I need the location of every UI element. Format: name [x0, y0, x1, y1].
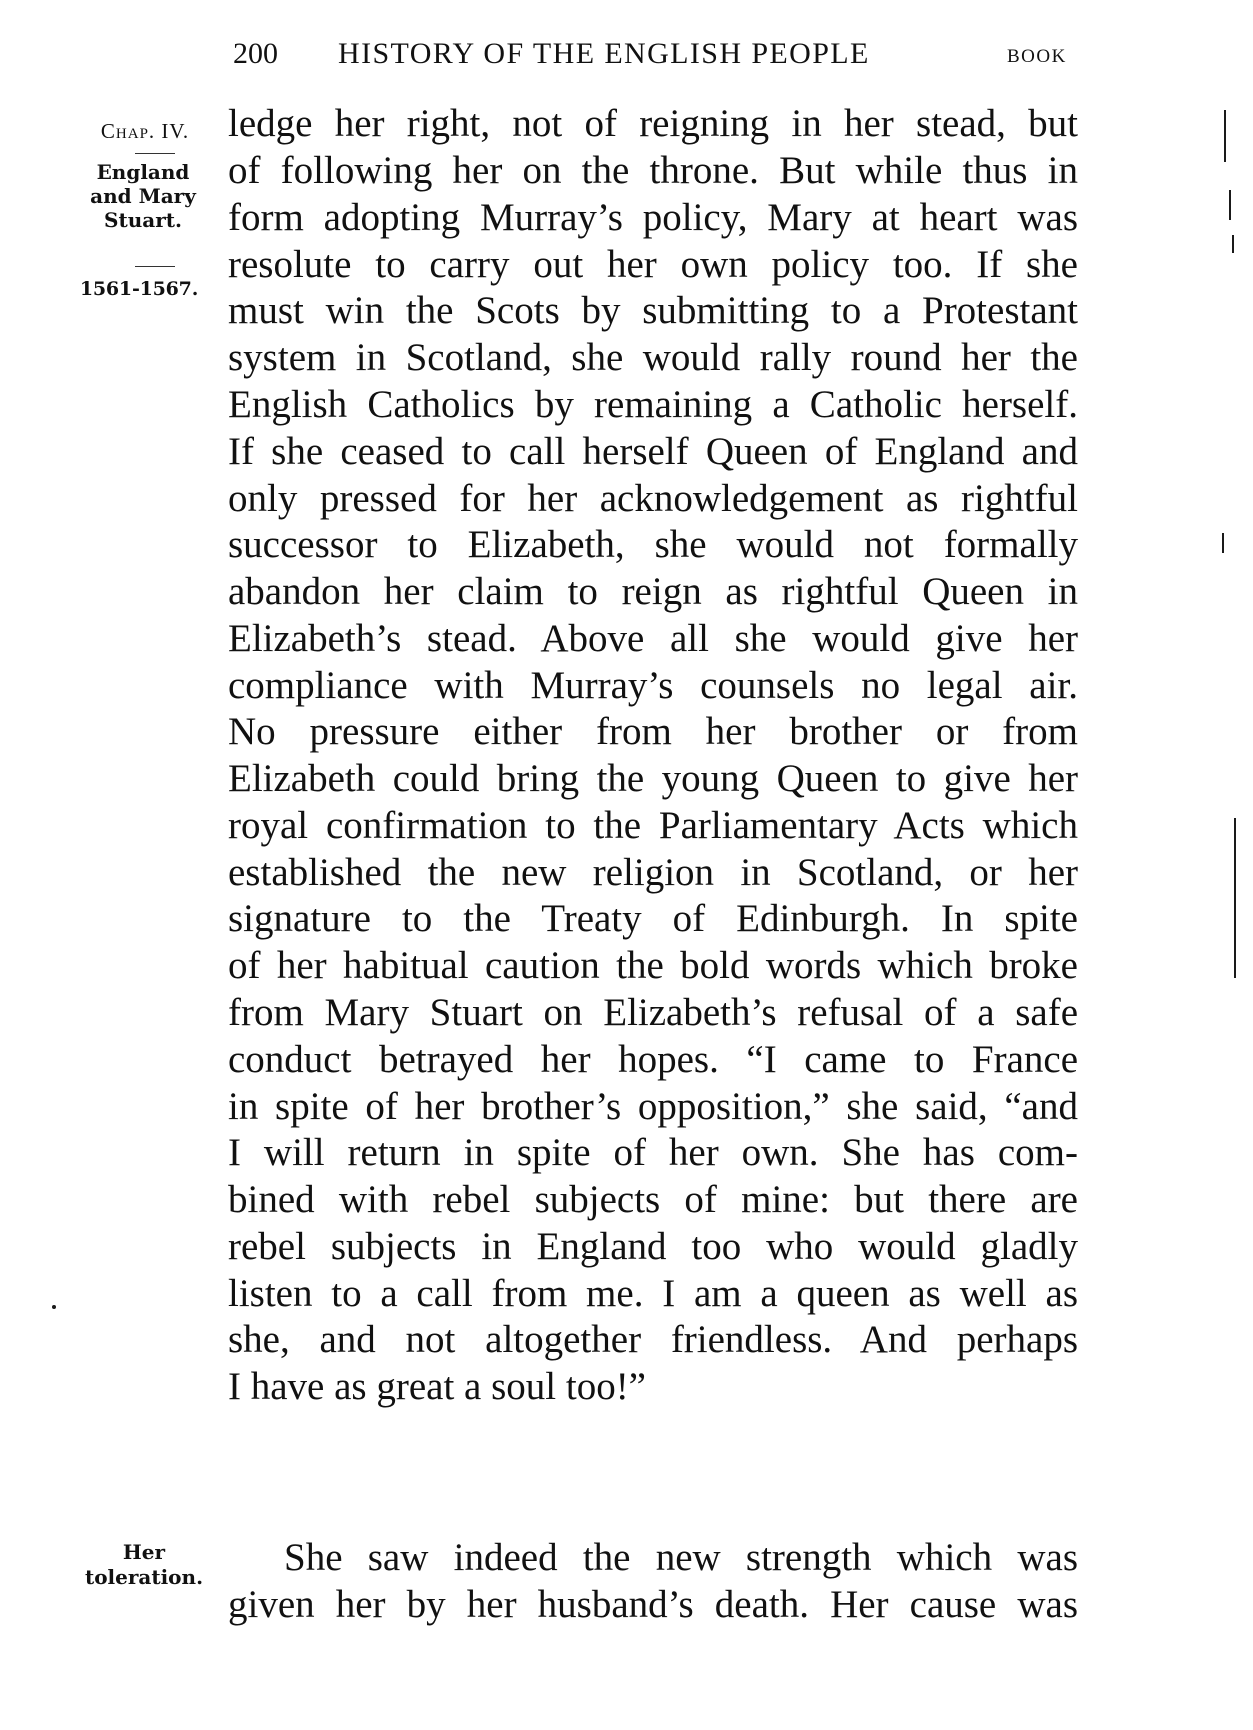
- text-line: bined with rebel subjects of mine: but there are: [228, 1178, 1078, 1221]
- book-label: BOOK: [1007, 46, 1067, 67]
- topic-sidenote: [75, 160, 211, 232]
- running-title: HISTORY OF THE ENGLISH PEOPLE: [338, 37, 870, 70]
- text-line: she, and not altogether friendless. And perhaps: [228, 1318, 1078, 1361]
- page-number: 200: [233, 37, 278, 70]
- date-range: 1561-1567.: [79, 278, 199, 300]
- sidenote-line: toleration.: [84, 1565, 204, 1589]
- text-line: conduct betrayed her hopes. “I came to France: [228, 1038, 1078, 1081]
- margin-rule: [135, 153, 175, 154]
- text-line: given her by her husband’s death. Her cause was: [228, 1583, 1078, 1626]
- scan-line-mark: [1222, 533, 1224, 553]
- scan-line-mark: [1224, 110, 1226, 162]
- text-line: resolute to carry out her own policy too. If she: [228, 243, 1078, 286]
- text-line: of her habitual caution the bold words which broke: [228, 944, 1078, 987]
- text-line: successor to Elizabeth, she would not formally: [228, 523, 1078, 566]
- text-line: Elizabeth could bring the young Queen to give her: [228, 757, 1078, 800]
- topic-line: England: [96, 160, 190, 184]
- chapter-label: Chap. IV.: [100, 119, 190, 143]
- text-line: compliance with Murray’s counsels no legal air.: [228, 664, 1078, 707]
- sidenote-line: Her: [122, 1540, 166, 1564]
- text-line: Elizabeth’s stead. Above all she would give her: [228, 617, 1078, 660]
- scan-line-mark: [1232, 235, 1234, 253]
- topic-line: and Mary: [90, 184, 196, 208]
- text-line: listen to a call from me. I am a queen as well as: [228, 1272, 1078, 1315]
- text-line: abandon her claim to reign as rightful Queen in: [228, 570, 1078, 613]
- text-line: I will return in spite of her own. She has com-: [228, 1131, 1078, 1174]
- text-line: signature to the Treaty of Edinburgh. In spite: [228, 897, 1078, 940]
- text-line: must win the Scots by submitting to a Protestant: [228, 289, 1078, 332]
- topic-line: Stuart.: [104, 208, 182, 232]
- scan-line-mark: [1229, 190, 1231, 220]
- scan-dot-mark: [52, 1305, 56, 1309]
- text-line: form adopting Murray’s policy, Mary at heart was: [228, 196, 1078, 239]
- text-line: rebel subjects in England too who would gladly: [228, 1225, 1078, 1268]
- margin-rule: [135, 266, 175, 267]
- text-line: from Mary Stuart on Elizabeth’s refusal of a safe: [228, 991, 1078, 1034]
- text-line: established the new religion in Scotland, or her: [228, 851, 1078, 894]
- text-line: No pressure either from her brother or from: [228, 710, 1078, 753]
- text-line: system in Scotland, she would rally round her the: [228, 336, 1078, 379]
- text-line: I have as great a soul too!”: [228, 1365, 646, 1408]
- text-line: ledge her right, not of reigning in her stead, but: [228, 102, 1078, 145]
- text-line: She saw indeed the new strength which was: [284, 1536, 1078, 1579]
- toleration-sidenote: [73, 1540, 215, 1590]
- text-line: of following her on the throne. But while thus in: [228, 149, 1078, 192]
- text-line: only pressed for her acknowledgement as rightful: [228, 477, 1078, 520]
- text-line: English Catholics by remaining a Catholic herself.: [228, 383, 1078, 426]
- text-line: If she ceased to call herself Queen of England and: [228, 430, 1078, 473]
- scan-line-mark: [1234, 818, 1236, 978]
- text-line: in spite of her brother’s opposition,” she said, “and: [228, 1085, 1078, 1128]
- text-line: royal confirmation to the Parliamentary Acts which: [228, 804, 1078, 847]
